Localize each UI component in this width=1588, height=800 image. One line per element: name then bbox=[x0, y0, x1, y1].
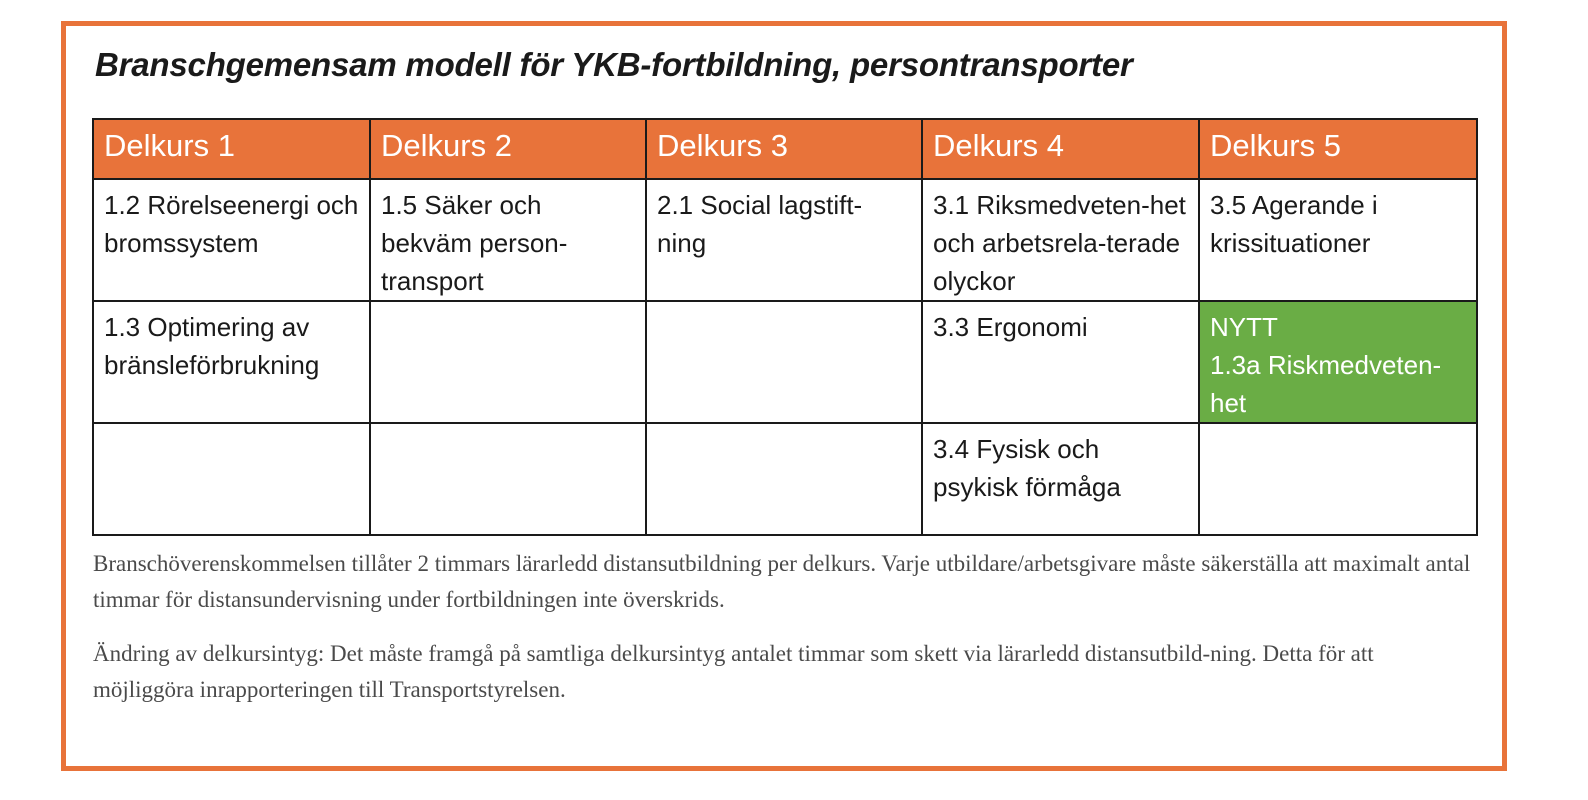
course-table bbox=[92, 118, 1478, 536]
note-certificate-change: Ändring av delkursintyg: Det måste framgå på samtliga delkursintyg antalet timmar som skett via lärarledd distansutbild-ning. Detta för att möjliggöra inrapporteringen till Transportstyrelsen. bbox=[93, 641, 1374, 702]
table-cell bbox=[93, 423, 370, 535]
header-delkurs-1: Delkurs 1 bbox=[93, 119, 370, 179]
table-cell: 1.2 Rörelseenergi och bromssystem bbox=[93, 179, 370, 301]
table-header-row bbox=[93, 119, 1477, 179]
table-cell: 3.3 Ergonomi bbox=[922, 301, 1199, 423]
table-row bbox=[93, 423, 1477, 535]
table-cell bbox=[646, 301, 922, 423]
new-course-label: 1.3a Riskmedveten-het bbox=[1210, 350, 1442, 418]
table-cell: 3.4 Fysisk och psykisk förmåga bbox=[922, 423, 1199, 535]
note-distance-hours: Branschöverenskommelsen tillåter 2 timmars lärarledd distansutbildning per delkurs. Varje utbildare/arbetsgivare måste säkerställa att maximalt antal timmar för distansundervisning under fortbildningen inte överskrids. bbox=[93, 551, 1471, 612]
new-badge: NYTT bbox=[1210, 312, 1278, 342]
header-delkurs-5: Delkurs 5 bbox=[1199, 119, 1477, 179]
table-cell bbox=[646, 423, 922, 535]
table-cell: 1.5 Säker och bekväm person-transport bbox=[370, 179, 646, 301]
notes bbox=[93, 546, 1473, 726]
table-cell: 1.3 Optimering av bränsleförbrukning bbox=[93, 301, 370, 423]
table-cell: 3.1 Riksmedveten-het och arbetsrela-terade olyckor bbox=[922, 179, 1199, 301]
table-cell bbox=[370, 423, 646, 535]
table-cell bbox=[370, 301, 646, 423]
table-cell bbox=[1199, 423, 1477, 535]
page-title: Branschgemensam modell för YKB-fortbildning, persontransporter bbox=[95, 46, 1133, 83]
table-cell: 3.5 Agerande i krissituationer bbox=[1199, 179, 1477, 301]
table-cell: 2.1 Social lagstift-ning bbox=[646, 179, 922, 301]
table-row bbox=[93, 179, 1477, 301]
new-course-cell bbox=[1199, 301, 1477, 423]
header-delkurs-2: Delkurs 2 bbox=[370, 119, 646, 179]
header-delkurs-3: Delkurs 3 bbox=[646, 119, 922, 179]
table-row bbox=[93, 301, 1477, 423]
header-delkurs-4: Delkurs 4 bbox=[922, 119, 1199, 179]
